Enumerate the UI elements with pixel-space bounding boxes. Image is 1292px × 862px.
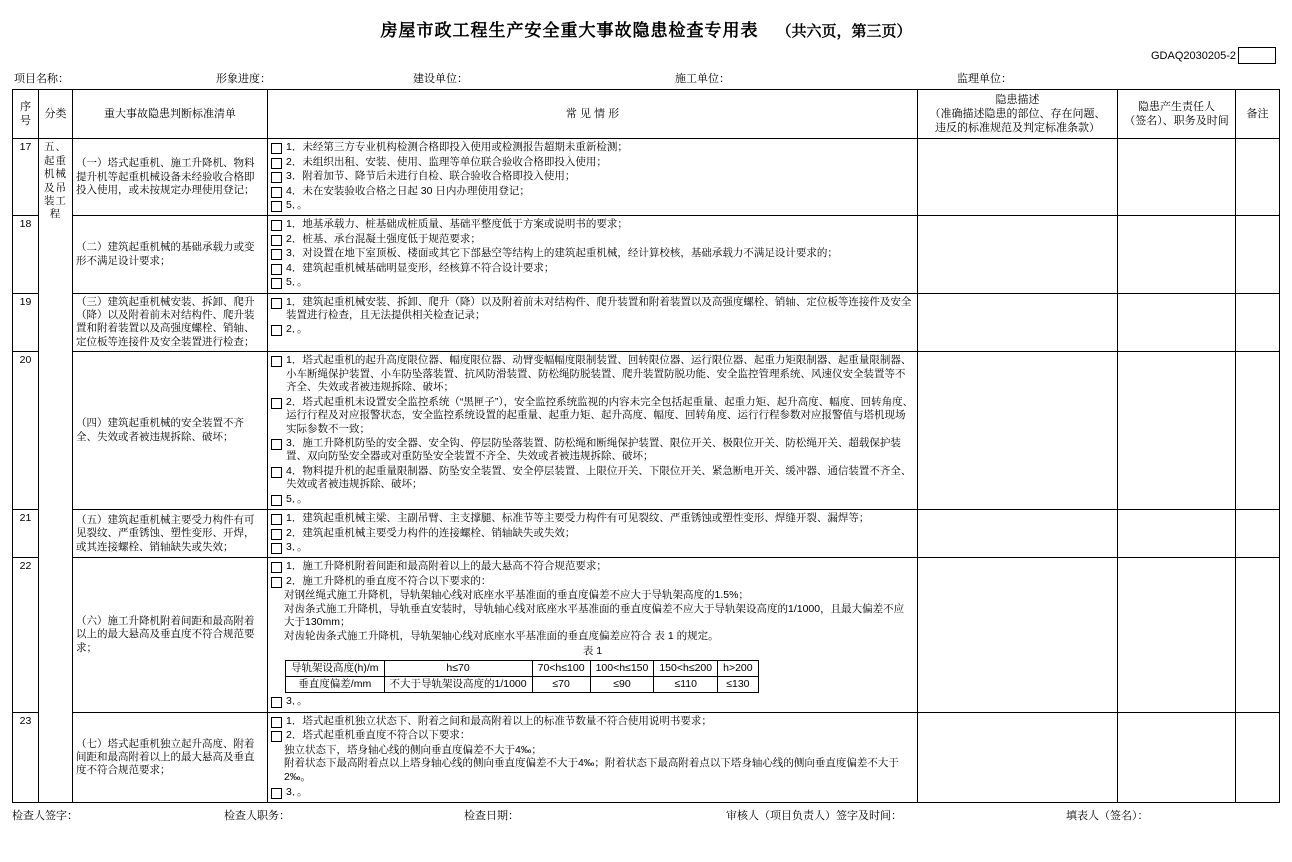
category-label-l3: 装工程 bbox=[44, 194, 67, 221]
cell-criteria: （一）塔式起重机、施工升降机、物料提升机等起重机械设备未经验收合格即投入使用，或未按规定办理使用登记； bbox=[73, 139, 268, 216]
checkbox-icon[interactable] bbox=[271, 201, 282, 212]
form-code-row bbox=[12, 47, 1280, 64]
case-item[interactable] bbox=[271, 233, 914, 246]
case-text: 1．塔式起重机的起升高度限位器、幅度限位器、动臂变幅幅度限制装置、回转限位器、运行限位器、起重力矩限制器、起重量限制器、小车断绳保护装置、小车防坠落装置、抗风防滑装置、防松绳防脱装置、爬升装置防脱功能、安全监控管理系统、风速仪安全装置等不齐全、失效或者被违规拆除、破坏； bbox=[286, 354, 912, 394]
checkbox-icon[interactable] bbox=[271, 220, 282, 231]
inner-td: 不大于导轨架设高度的1/1000 bbox=[384, 676, 532, 692]
title-row bbox=[12, 0, 1280, 41]
case-item[interactable] bbox=[271, 185, 914, 198]
inner-td: ≤110 bbox=[654, 676, 718, 692]
field-contractor-unit[interactable]: 施工单位： bbox=[675, 73, 730, 85]
cell-description[interactable] bbox=[918, 352, 1118, 510]
inspection-table bbox=[12, 89, 1280, 803]
cell-cases bbox=[268, 293, 918, 352]
inner-td: ≤90 bbox=[590, 676, 654, 692]
cell-description[interactable] bbox=[918, 712, 1118, 803]
checkbox-icon[interactable] bbox=[271, 235, 282, 246]
case-text: 2．塔式起重机未设置安全监控系统（“黑匣子”），安全监控系统监视的内容未完全包括起重量、起重力矩、起升高度、幅度、回转角度、运行行程及对应报警状态，安全监控系统设置的起重量、起重力矩、起升高度、幅度、回转角度、运行行程参数对应报警值与塔机现场实际参数不一致； bbox=[286, 395, 914, 435]
case-text: 2． 。 bbox=[286, 323, 914, 336]
case-item[interactable] bbox=[271, 437, 914, 464]
case-text: 5． 。 bbox=[286, 199, 914, 212]
checkbox-icon[interactable] bbox=[271, 731, 282, 742]
table-row bbox=[13, 139, 1280, 216]
cell-note[interactable] bbox=[1236, 510, 1280, 558]
case-text: 1．建筑起重机械安装、拆卸、爬升（降）以及附着前未对结构件、爬升装置和附着装置以及高强度螺栓、销轴、定位板等连接件及安全装置进行检查，且无法提供相关检查记录； bbox=[286, 295, 912, 322]
cell-cases bbox=[268, 352, 918, 510]
case-item[interactable] bbox=[271, 141, 914, 154]
case-item-blank[interactable] bbox=[271, 199, 914, 212]
case-text: 1．未经第三方专业机构检测合格即投入使用或检测报告超期未重新检测； bbox=[286, 141, 628, 154]
cell-note[interactable] bbox=[1236, 558, 1280, 712]
checkbox-icon[interactable] bbox=[271, 562, 282, 573]
case-text: 1．施工升降机附着间距和最高附着以上的最大悬高不符合规范要求； bbox=[286, 560, 607, 573]
case-text: 3．附着加节、降节后未进行自检、联合验收合格即投入使用； bbox=[286, 170, 576, 183]
cell-note[interactable] bbox=[1236, 139, 1280, 216]
cell-responsible[interactable] bbox=[1118, 216, 1236, 293]
case-text: 4．未在安装验收合格之日起 30 日内办理使用登记； bbox=[286, 184, 530, 197]
checkbox-icon[interactable] bbox=[271, 439, 282, 450]
cell-cases bbox=[268, 139, 918, 216]
case-subtext: 对齿轮齿条式施工升降机，导轨架轴心线对底座水平基准面的垂直度偏差应符合 表 1 的规定。 bbox=[284, 629, 719, 642]
cell-responsible[interactable] bbox=[1118, 558, 1236, 712]
table-row bbox=[13, 558, 1280, 712]
case-item[interactable] bbox=[271, 354, 914, 394]
case-item[interactable] bbox=[271, 729, 914, 742]
case-item[interactable] bbox=[271, 218, 914, 231]
case-text: 1．建筑起重机械主梁、主副吊臂、主支撑腿、标准节等主要受力构件有可见裂纹、严重锈蚀或塑性变形、焊缝开裂、漏焊等； bbox=[286, 512, 870, 525]
cell-description[interactable] bbox=[918, 558, 1118, 712]
checkbox-icon[interactable] bbox=[271, 143, 282, 154]
checkbox-icon[interactable] bbox=[271, 467, 282, 478]
cell-seq: 19 bbox=[13, 293, 39, 352]
footer-inspector-signature[interactable]: 检查人签字： bbox=[12, 810, 78, 823]
field-progress[interactable]: 形象进度： bbox=[216, 73, 271, 85]
cell-seq: 21 bbox=[13, 510, 39, 558]
footer-fields bbox=[12, 807, 1280, 823]
col-description bbox=[918, 90, 1118, 139]
checkbox-icon[interactable] bbox=[271, 278, 282, 289]
col-note: 备注 bbox=[1236, 90, 1280, 139]
checkbox-icon[interactable] bbox=[271, 264, 282, 275]
case-text: 3． 。 bbox=[286, 786, 914, 799]
case-item[interactable] bbox=[271, 170, 914, 183]
checkbox-icon[interactable] bbox=[271, 172, 282, 183]
table-row bbox=[13, 510, 1280, 558]
case-text: 4．物料提升机的起重量限制器、防坠安全装置、安全停层装置、上限位开关、下限位开关、紧急断电开关、缓冲器、通信装置不齐全、失效或者被违规拆除、破坏； bbox=[286, 464, 912, 491]
col-responsible-line1: 隐患产生责任人 bbox=[1138, 101, 1215, 114]
inner-table-data-row bbox=[286, 676, 759, 692]
checkbox-icon[interactable] bbox=[271, 577, 282, 588]
case-item-blank[interactable] bbox=[271, 695, 914, 708]
case-subtext: 独立状态下，塔身轴心线的侧向垂直度偏差不大于4‰； bbox=[284, 743, 542, 756]
page-title: 房屋市政工程生产安全重大事故隐患检查专用表 bbox=[380, 21, 759, 41]
header-fields bbox=[12, 70, 1280, 86]
cell-seq: 22 bbox=[13, 558, 39, 712]
case-text: 4．建筑起重机械基础明显变形，经核算不符合设计要求； bbox=[286, 261, 555, 274]
case-text: 5． 。 bbox=[286, 276, 914, 289]
footer-inspect-date[interactable]: 检查日期： bbox=[464, 810, 519, 823]
cell-category bbox=[39, 139, 73, 803]
cell-responsible[interactable] bbox=[1118, 712, 1236, 803]
footer-inspector-title[interactable]: 检查人职务： bbox=[224, 810, 290, 823]
table-row bbox=[13, 352, 1280, 510]
case-item[interactable] bbox=[271, 465, 914, 492]
cell-description[interactable] bbox=[918, 139, 1118, 216]
inner-table-height-deviation bbox=[285, 660, 759, 694]
checkbox-icon[interactable] bbox=[271, 788, 282, 799]
table-row bbox=[13, 712, 1280, 803]
cell-cases bbox=[268, 712, 918, 803]
case-text: 2．桩基、承台混凝土强度低于规范要求； bbox=[286, 232, 481, 245]
case-text: 5． 。 bbox=[286, 493, 914, 506]
cell-cases bbox=[268, 558, 918, 712]
cell-criteria: （五）建筑起重机械主要受力构件有可见裂纹、严重锈蚀、塑性变形、开焊，或其连接螺栓、销轴缺失或失效； bbox=[73, 510, 268, 558]
col-responsible bbox=[1118, 90, 1236, 139]
cell-seq: 23 bbox=[13, 712, 39, 803]
checkbox-icon[interactable] bbox=[271, 356, 282, 367]
case-item[interactable] bbox=[271, 396, 914, 436]
case-item-blank[interactable] bbox=[271, 276, 914, 289]
col-responsible-line2: （签名）、职务及时间 bbox=[1124, 115, 1229, 128]
cell-cases bbox=[268, 216, 918, 293]
case-text: 2．建筑起重机械主要受力构件的连接螺栓、销轴缺失或失效； bbox=[286, 526, 576, 539]
category-label-l1: 五、起重 bbox=[44, 141, 67, 167]
cell-note[interactable] bbox=[1236, 352, 1280, 510]
footer-reviewer-signature[interactable]: 审核人（项目负责人）签字及时间： bbox=[726, 810, 902, 823]
case-item-blank[interactable] bbox=[271, 493, 914, 506]
case-text: 2．未组织出租、安装、使用、监理等单位联合验收合格即投入使用； bbox=[286, 155, 607, 168]
checkbox-icon[interactable] bbox=[271, 697, 282, 708]
inner-th: 100<h≤150 bbox=[590, 660, 654, 676]
col-description-line3: 违反的标准规范及判定标准条款） bbox=[935, 122, 1100, 135]
inner-th: 150<h≤200 bbox=[654, 660, 718, 676]
field-project-name[interactable]: 项目名称： bbox=[14, 73, 69, 85]
case-text: 3．施工升降机防坠的安全器、安全钩、停层防坠落装置、防松绳和断绳保护装置、限位开关、极限位开关、防松绳开关、超载保护装置、双向防坠安全器或对重防坠安全装置不齐全、失效或者被违规拆除、破坏； bbox=[286, 436, 901, 463]
inner-th: 70<h≤100 bbox=[532, 660, 590, 676]
checkbox-icon[interactable] bbox=[271, 187, 282, 198]
cell-criteria: （七）塔式起重机独立起升高度、附着间距和最高附着以上的最大悬高及垂直度不符合规范要求； bbox=[73, 712, 268, 803]
cell-cases bbox=[268, 510, 918, 558]
case-item[interactable] bbox=[271, 247, 914, 260]
case-item[interactable] bbox=[271, 262, 914, 275]
inner-th: 导轨架设高度(h)/m bbox=[286, 660, 385, 676]
col-description-line2: （准确描述隐患的部位、存在问题、 bbox=[929, 108, 1106, 121]
checkbox-icon[interactable] bbox=[271, 495, 282, 506]
cell-criteria: （三）建筑起重机械安装、拆卸、爬升（降）以及附着前未对结构件、爬升装置和附着装置以及高强度螺栓、销轴、定位板等连接件及安全装置进行检查； bbox=[73, 293, 268, 352]
checkbox-icon[interactable] bbox=[271, 158, 282, 169]
case-subtext: 对钢丝绳式施工升降机，导轨架轴心线对底座水平基准面的垂直度偏差不应大于导轨架高度的1.5%； bbox=[284, 589, 749, 602]
case-text: 1．塔式起重机独立状态下、附着之间和最高附着以上的标准节数量不符合使用说明书要求； bbox=[286, 714, 712, 727]
case-item[interactable] bbox=[271, 156, 914, 169]
cell-criteria: （六）施工升降机附着间距和最高附着以上的最大悬高及垂直度不符合规范要求； bbox=[73, 558, 268, 712]
page-title-subtitle: （共六页，第三页） bbox=[776, 22, 912, 40]
checkbox-icon[interactable] bbox=[271, 717, 282, 728]
col-category: 分类 bbox=[39, 90, 73, 139]
cell-note[interactable] bbox=[1236, 216, 1280, 293]
form-code-box[interactable] bbox=[1238, 47, 1276, 64]
cell-criteria: （二）建筑起重机械的基础承载力或变形不满足设计要求； bbox=[73, 216, 268, 293]
inner-table-caption: 表 1 bbox=[582, 645, 603, 658]
case-text: 3． 。 bbox=[286, 695, 914, 708]
checkbox-icon[interactable] bbox=[271, 298, 282, 309]
cell-description[interactable] bbox=[918, 510, 1118, 558]
checkbox-icon[interactable] bbox=[271, 249, 282, 260]
table-row bbox=[13, 216, 1280, 293]
col-description-line1: 隐患描述 bbox=[995, 94, 1040, 106]
case-item-blank[interactable] bbox=[271, 323, 914, 336]
case-text: 1．地基承载力、桩基础成桩质量、基础平整度低于方案或说明书的要求； bbox=[286, 218, 628, 231]
table-row bbox=[13, 293, 1280, 352]
inner-td: ≤130 bbox=[718, 676, 759, 692]
field-construction-unit[interactable]: 建设单位： bbox=[413, 73, 468, 85]
footer-filler-signature[interactable]: 填表人（签名）： bbox=[1066, 810, 1149, 823]
case-item[interactable] bbox=[271, 715, 914, 728]
inner-td: 垂直度偏差/mm bbox=[286, 676, 385, 692]
case-item[interactable] bbox=[271, 560, 914, 573]
case-item[interactable] bbox=[271, 527, 914, 540]
case-item-blank[interactable] bbox=[271, 541, 914, 554]
case-subtext: 附着状态下最高附着点以上塔身轴心线的侧向垂直度偏差不大于4‰；附着状态下最高附着点以下塔身轴心线的侧向垂直度偏差不大于2‰。 bbox=[284, 757, 899, 783]
field-supervision-unit[interactable]: 监理单位： bbox=[957, 73, 1012, 85]
case-item-blank[interactable] bbox=[271, 786, 914, 799]
case-text: 2．塔式起重机垂直度不符合以下要求： bbox=[286, 729, 471, 742]
cell-note[interactable] bbox=[1236, 712, 1280, 803]
table-header-row bbox=[13, 90, 1280, 139]
cell-seq: 18 bbox=[13, 216, 39, 293]
category-label-l2: 机械及吊 bbox=[44, 168, 67, 194]
case-subtext: 对齿条式施工升降机，导轨垂直安装时，导轨轴心线对底座水平基准面的垂直度偏差不应大于导轨架设高度的1/1000，且最大偏差不应大于130mm； bbox=[284, 602, 905, 629]
cell-description[interactable] bbox=[918, 293, 1118, 352]
cell-seq: 20 bbox=[13, 352, 39, 510]
case-text: 3． 。 bbox=[286, 541, 914, 554]
inner-td: ≤70 bbox=[532, 676, 590, 692]
checkbox-icon[interactable] bbox=[271, 325, 282, 336]
case-text: 2．施工升降机的垂直度不符合以下要求的： bbox=[286, 574, 492, 587]
cell-seq: 17 bbox=[13, 139, 39, 216]
cell-responsible[interactable] bbox=[1118, 352, 1236, 510]
inner-th: h>200 bbox=[718, 660, 759, 676]
checkbox-icon[interactable] bbox=[271, 529, 282, 540]
cell-description[interactable] bbox=[918, 216, 1118, 293]
checkbox-icon[interactable] bbox=[271, 543, 282, 554]
checkbox-icon[interactable] bbox=[271, 398, 282, 409]
cell-criteria: （四）建筑起重机械的安全装置不齐全、失效或者被违规拆除、破坏； bbox=[73, 352, 268, 510]
cell-responsible[interactable] bbox=[1118, 510, 1236, 558]
case-text: 3．对设置在地下室顶板、楼面或其它下部悬空等结构上的建筑起重机械，经计算校核，基础承载力不满足设计要求的； bbox=[286, 247, 838, 260]
cell-responsible[interactable] bbox=[1118, 293, 1236, 352]
checkbox-icon[interactable] bbox=[271, 514, 282, 525]
form-code: GDAQ2030205-2 bbox=[1151, 49, 1236, 62]
col-criteria: 重大事故隐患判断标准清单 bbox=[73, 90, 268, 139]
case-item[interactable] bbox=[271, 296, 914, 323]
cell-responsible[interactable] bbox=[1118, 139, 1236, 216]
col-cases: 常 见 情 形 bbox=[268, 90, 918, 139]
inner-th: h≤70 bbox=[384, 660, 532, 676]
col-seq: 序号 bbox=[13, 90, 39, 139]
inner-table-header-row bbox=[286, 660, 759, 676]
cell-note[interactable] bbox=[1236, 293, 1280, 352]
case-item[interactable] bbox=[271, 512, 914, 525]
case-item[interactable] bbox=[271, 575, 914, 588]
